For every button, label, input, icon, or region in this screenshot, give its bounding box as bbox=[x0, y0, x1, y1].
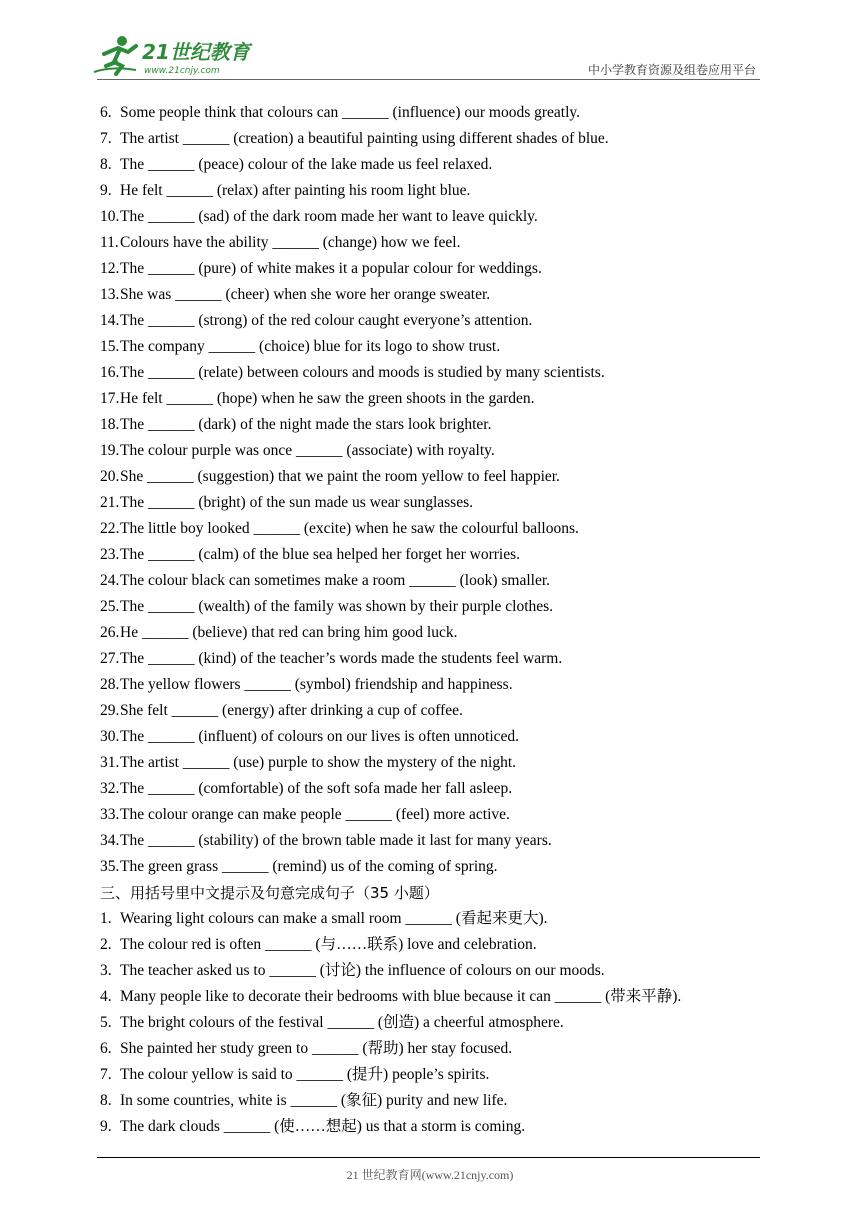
runner-logo-icon bbox=[92, 32, 262, 78]
exercise-item bbox=[100, 958, 780, 984]
exercise-item bbox=[100, 1114, 780, 1140]
item-number: 22. bbox=[100, 520, 120, 537]
item-sentence: He felt ______ (hope) when he saw the green shoots in the garden. bbox=[120, 390, 535, 407]
item-number: 27. bbox=[100, 650, 120, 667]
item-number: 18. bbox=[100, 416, 120, 433]
exercise-item bbox=[100, 178, 780, 204]
exercise-item bbox=[100, 750, 780, 776]
item-number: 11. bbox=[100, 234, 119, 251]
item-sentence: The ______ (kind) of the teacher’s words made the students feel warm. bbox=[120, 650, 563, 667]
exercise-content bbox=[100, 100, 780, 1140]
item-number: 24. bbox=[100, 572, 120, 589]
item-number: 20. bbox=[100, 468, 120, 485]
item-number: 30. bbox=[100, 728, 120, 745]
exercise-item bbox=[100, 1062, 780, 1088]
item-sentence: She felt ______ (energy) after drinking a cup of coffee. bbox=[120, 702, 463, 719]
exercise-item bbox=[100, 230, 780, 256]
exercise-item bbox=[100, 698, 780, 724]
exercise-item bbox=[100, 126, 780, 152]
item-sentence: The colour red is often ______ (与……联系) love and celebration. bbox=[120, 936, 537, 953]
exercise-item bbox=[100, 1088, 780, 1114]
logo-url: www.21cnjy.com bbox=[144, 66, 220, 76]
item-sentence: The ______ (stability) of the brown table made it last for many years. bbox=[120, 832, 552, 849]
item-number: 1. bbox=[100, 910, 112, 927]
exercise-item bbox=[100, 672, 780, 698]
item-sentence: The colour yellow is said to ______ (提升) people’s spirits. bbox=[120, 1066, 490, 1083]
item-sentence: He felt ______ (relax) after painting his room light blue. bbox=[120, 182, 471, 199]
item-number: 21. bbox=[100, 494, 120, 511]
exercise-item bbox=[100, 204, 780, 230]
exercise-item bbox=[100, 828, 780, 854]
item-number: 33. bbox=[100, 806, 120, 823]
item-sentence: The green grass ______ (remind) us of the coming of spring. bbox=[120, 858, 498, 875]
exercise-item bbox=[100, 256, 780, 282]
item-sentence: The teacher asked us to ______ (讨论) the influence of colours on our moods. bbox=[120, 962, 605, 979]
item-number: 10. bbox=[100, 208, 120, 225]
footer-divider bbox=[97, 1157, 760, 1158]
item-sentence: He ______ (believe) that red can bring him good luck. bbox=[120, 624, 458, 641]
exercise-item bbox=[100, 412, 780, 438]
item-number: 14. bbox=[100, 312, 120, 329]
item-number: 9. bbox=[100, 1118, 112, 1135]
item-sentence: The ______ (pure) of white makes it a popular colour for weddings. bbox=[120, 260, 542, 277]
exercise-item bbox=[100, 568, 780, 594]
exercise-item bbox=[100, 932, 780, 958]
exercise-item bbox=[100, 620, 780, 646]
exercise-item bbox=[100, 1010, 780, 1036]
item-number: 15. bbox=[100, 338, 120, 355]
item-number: 7. bbox=[100, 1066, 112, 1083]
item-number: 12. bbox=[100, 260, 120, 277]
exercise-item bbox=[100, 490, 780, 516]
exercise-list-part2 bbox=[100, 100, 780, 880]
item-number: 9. bbox=[100, 182, 112, 199]
item-sentence: The ______ (calm) of the blue sea helped her forget her worries. bbox=[120, 546, 520, 563]
item-sentence: The bright colours of the festival ______ (创造) a cheerful atmosphere. bbox=[120, 1014, 564, 1031]
item-sentence: She painted her study green to ______ (帮助) her stay focused. bbox=[120, 1040, 513, 1057]
exercise-item bbox=[100, 906, 780, 932]
item-sentence: The ______ (peace) colour of the lake made us feel relaxed. bbox=[120, 156, 493, 173]
exercise-item bbox=[100, 360, 780, 386]
exercise-item bbox=[100, 984, 780, 1010]
item-number: 32. bbox=[100, 780, 120, 797]
exercise-item bbox=[100, 802, 780, 828]
item-sentence: Many people like to decorate their bedrooms with blue because it can ______ (带来平静). bbox=[120, 988, 682, 1005]
item-sentence: The colour orange can make people ______ (feel) more active. bbox=[120, 806, 510, 823]
item-sentence: She ______ (suggestion) that we paint the room yellow to feel happier. bbox=[120, 468, 560, 485]
item-number: 5. bbox=[100, 1014, 112, 1031]
exercise-item bbox=[100, 1036, 780, 1062]
item-number: 26. bbox=[100, 624, 120, 641]
item-number: 31. bbox=[100, 754, 120, 771]
item-number: 23. bbox=[100, 546, 120, 563]
item-sentence: The ______ (wealth) of the family was shown by their purple clothes. bbox=[120, 598, 554, 615]
item-number: 6. bbox=[100, 104, 112, 121]
item-number: 8. bbox=[100, 156, 112, 173]
item-sentence: The company ______ (choice) blue for its logo to show trust. bbox=[120, 338, 501, 355]
item-sentence: The dark clouds ______ (使……想起) us that a storm is coming. bbox=[120, 1118, 526, 1135]
item-sentence: Colours have the ability ______ (change) how we feel. bbox=[120, 234, 461, 251]
item-sentence: The ______ (comfortable) of the soft sofa made her fall asleep. bbox=[120, 780, 513, 797]
header-divider bbox=[97, 79, 760, 80]
exercise-item bbox=[100, 308, 780, 334]
item-number: 13. bbox=[100, 286, 120, 303]
item-number: 29. bbox=[100, 702, 120, 719]
exercise-item bbox=[100, 386, 780, 412]
exercise-item bbox=[100, 776, 780, 802]
section-title: 三、用括号里中文提示及句意完成句子（35 小题） bbox=[100, 884, 439, 902]
exercise-item bbox=[100, 854, 780, 880]
page-footer: 21 世纪教育网(www.21cnjy.com) bbox=[346, 1168, 514, 1182]
item-sentence: The artist ______ (creation) a beautiful painting using different shades of blue. bbox=[120, 130, 609, 147]
item-number: 3. bbox=[100, 962, 112, 979]
exercise-item bbox=[100, 724, 780, 750]
item-sentence: The ______ (sad) of the dark room made her want to leave quickly. bbox=[120, 208, 538, 225]
exercise-item bbox=[100, 464, 780, 490]
exercise-item bbox=[100, 542, 780, 568]
item-sentence: In some countries, white is ______ (象征) purity and new life. bbox=[120, 1092, 508, 1109]
site-logo[interactable] bbox=[92, 32, 262, 78]
item-number: 17. bbox=[100, 390, 120, 407]
header-platform-text: 中小学教育资源及组卷应用平台 bbox=[587, 63, 756, 77]
item-sentence: The artist ______ (use) purple to show the mystery of the night. bbox=[120, 754, 517, 771]
item-number: 2. bbox=[100, 936, 112, 953]
exercise-item bbox=[100, 100, 780, 126]
exercise-item bbox=[100, 152, 780, 178]
item-sentence: Some people think that colours can ______ (influence) our moods greatly. bbox=[120, 104, 581, 121]
exercise-item bbox=[100, 516, 780, 542]
item-sentence: The yellow flowers ______ (symbol) friendship and happiness. bbox=[120, 676, 513, 693]
item-number: 28. bbox=[100, 676, 120, 693]
item-number: 25. bbox=[100, 598, 120, 615]
exercise-item bbox=[100, 594, 780, 620]
item-number: 35. bbox=[100, 858, 120, 875]
item-number: 34. bbox=[100, 832, 120, 849]
page-header bbox=[0, 0, 860, 80]
item-sentence: The ______ (influent) of colours on our lives is often unnoticed. bbox=[120, 728, 520, 745]
item-sentence: The ______ (relate) between colours and moods is studied by many scientists. bbox=[120, 364, 605, 381]
logo-text: 21世纪教育 bbox=[142, 40, 250, 64]
exercise-item bbox=[100, 438, 780, 464]
item-number: 7. bbox=[100, 130, 112, 147]
exercise-item bbox=[100, 334, 780, 360]
exercise-item bbox=[100, 646, 780, 672]
item-sentence: The ______ (bright) of the sun made us wear sunglasses. bbox=[120, 494, 473, 511]
item-sentence: The ______ (dark) of the night made the stars look brighter. bbox=[120, 416, 492, 433]
exercise-list-part3 bbox=[100, 906, 780, 1140]
item-sentence: She was ______ (cheer) when she wore her orange sweater. bbox=[120, 286, 491, 303]
item-number: 16. bbox=[100, 364, 120, 381]
item-number: 6. bbox=[100, 1040, 112, 1057]
item-number: 19. bbox=[100, 442, 120, 459]
item-sentence: The colour purple was once ______ (associate) with royalty. bbox=[120, 442, 495, 459]
exercise-item bbox=[100, 282, 780, 308]
item-number: 4. bbox=[100, 988, 112, 1005]
item-sentence: The little boy looked ______ (excite) when he saw the colourful balloons. bbox=[120, 520, 579, 537]
item-number: 8. bbox=[100, 1092, 112, 1109]
item-sentence: The colour black can sometimes make a room ______ (look) smaller. bbox=[120, 572, 551, 589]
item-sentence: The ______ (strong) of the red colour caught everyone’s attention. bbox=[120, 312, 533, 329]
item-sentence: Wearing light colours can make a small room ______ (看起来更大). bbox=[120, 910, 548, 927]
